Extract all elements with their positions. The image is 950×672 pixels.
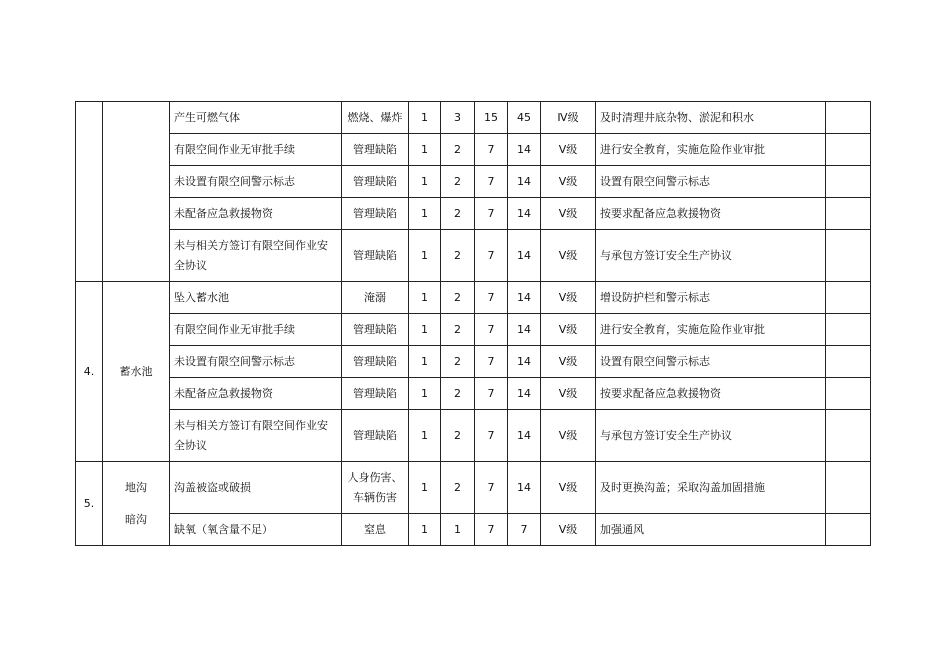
e-value: 1 [441,514,475,546]
risk-level: Ⅴ级 [541,314,596,346]
l-value: 1 [409,514,441,546]
control-measure: 增设防护栏和警示标志 [596,282,826,314]
l-value: 1 [409,102,441,134]
table-row [76,514,871,546]
d-value: 45 [508,102,541,134]
l-value: 1 [409,134,441,166]
table-row [76,314,871,346]
consequence-cell: 管理缺陷 [342,198,409,230]
section-number [76,102,103,282]
risk-assessment-table [75,101,871,546]
l-value: 1 [409,462,441,514]
section-number: 4. [76,282,103,462]
l-value: 1 [409,346,441,378]
risk-level: Ⅴ级 [541,410,596,462]
table-row [76,134,871,166]
remarks-cell [826,134,871,166]
control-measure: 按要求配备应急救援物资 [596,378,826,410]
consequence-cell: 管理缺陷 [342,134,409,166]
c-value: 7 [475,462,508,514]
c-value: 7 [475,346,508,378]
remarks-cell [826,230,871,282]
c-value: 7 [475,230,508,282]
risk-level: Ⅴ级 [541,378,596,410]
d-value: 14 [508,346,541,378]
c-value: 7 [475,514,508,546]
risk-level: Ⅳ级 [541,102,596,134]
section-number: 5. [76,462,103,546]
hazard-cell: 未配备应急救援物资 [170,198,342,230]
control-measure: 及时更换沟盖；采取沟盖加固措施 [596,462,826,514]
consequence-cell: 管理缺陷 [342,346,409,378]
risk-level: Ⅴ级 [541,346,596,378]
hazard-cell: 产生可燃气体 [170,102,342,134]
e-value: 3 [441,102,475,134]
remarks-cell [826,198,871,230]
control-measure: 设置有限空间警示标志 [596,166,826,198]
consequence-line1: 人身伤害、 [347,470,403,484]
e-value: 2 [441,314,475,346]
risk-level: Ⅴ级 [541,282,596,314]
c-value: 7 [475,134,508,166]
l-value: 1 [409,230,441,282]
e-value: 2 [441,282,475,314]
hazard-cell: 有限空间作业无审批手续 [170,314,342,346]
area-name-line1: 地沟 [125,480,147,494]
d-value: 14 [508,378,541,410]
consequence-cell: 燃烧、爆炸 [342,102,409,134]
hazard-cell: 未设置有限空间警示标志 [170,346,342,378]
l-value: 1 [409,198,441,230]
risk-level: Ⅴ级 [541,198,596,230]
consequence-cell: 管理缺陷 [342,230,409,282]
consequence-cell: 窒息 [342,514,409,546]
hazard-cell: 坠入蓄水池 [170,282,342,314]
c-value: 7 [475,378,508,410]
area-name [103,102,170,282]
control-measure: 按要求配备应急救援物资 [596,198,826,230]
remarks-cell [826,346,871,378]
table-row [76,230,871,282]
d-value: 14 [508,410,541,462]
remarks-cell [826,514,871,546]
risk-level: Ⅴ级 [541,230,596,282]
remarks-cell [826,166,871,198]
d-value: 14 [508,198,541,230]
control-measure: 与承包方签订安全生产协议 [596,410,826,462]
d-value: 14 [508,166,541,198]
d-value: 14 [508,462,541,514]
consequence-cell [342,462,409,514]
e-value: 2 [441,198,475,230]
remarks-cell [826,314,871,346]
hazard-cell: 有限空间作业无审批手续 [170,134,342,166]
control-measure: 及时清理井底杂物、淤泥和积水 [596,102,826,134]
risk-level: Ⅴ级 [541,514,596,546]
hazard-cell: 未配备应急救援物资 [170,378,342,410]
c-value: 7 [475,410,508,462]
table-row [76,102,871,134]
e-value: 2 [441,378,475,410]
table-row [76,346,871,378]
remarks-cell [826,378,871,410]
consequence-cell: 管理缺陷 [342,314,409,346]
control-measure: 设置有限空间警示标志 [596,346,826,378]
area-name [103,462,170,546]
l-value: 1 [409,378,441,410]
remarks-cell [826,102,871,134]
risk-level: Ⅴ级 [541,166,596,198]
c-value: 7 [475,314,508,346]
area-name: 蓄水池 [103,282,170,462]
remarks-cell [826,462,871,514]
hazard-cell: 未与相关方签订有限空间作业安全协议 [170,410,342,462]
e-value: 2 [441,462,475,514]
e-value: 2 [441,346,475,378]
table-row [76,198,871,230]
d-value: 7 [508,514,541,546]
c-value: 15 [475,102,508,134]
e-value: 2 [441,230,475,282]
table-row [76,462,871,514]
e-value: 2 [441,134,475,166]
c-value: 7 [475,282,508,314]
d-value: 14 [508,134,541,166]
consequence-cell: 淹溺 [342,282,409,314]
control-measure: 进行安全教育，实施危险作业审批 [596,314,826,346]
consequence-cell: 管理缺陷 [342,166,409,198]
table-row [76,410,871,462]
consequence-cell: 管理缺陷 [342,378,409,410]
remarks-cell [826,410,871,462]
control-measure: 加强通风 [596,514,826,546]
risk-level: Ⅴ级 [541,134,596,166]
risk-level: Ⅴ级 [541,462,596,514]
e-value: 2 [441,166,475,198]
control-measure: 与承包方签订安全生产协议 [596,230,826,282]
l-value: 1 [409,410,441,462]
area-name-line2: 暗沟 [125,512,147,526]
d-value: 14 [508,282,541,314]
table-row [76,166,871,198]
consequence-cell: 管理缺陷 [342,410,409,462]
hazard-cell: 未与相关方签订有限空间作业安全协议 [170,230,342,282]
control-measure: 进行安全教育，实施危险作业审批 [596,134,826,166]
table-row [76,378,871,410]
consequence-line2: 车辆伤害 [353,490,397,504]
hazard-cell: 缺氧（氧含量不足） [170,514,342,546]
c-value: 7 [475,166,508,198]
remarks-cell [826,282,871,314]
d-value: 14 [508,230,541,282]
d-value: 14 [508,314,541,346]
l-value: 1 [409,166,441,198]
hazard-cell: 沟盖被盗或破损 [170,462,342,514]
hazard-cell: 未设置有限空间警示标志 [170,166,342,198]
l-value: 1 [409,282,441,314]
e-value: 2 [441,410,475,462]
table-row [76,282,871,314]
c-value: 7 [475,198,508,230]
l-value: 1 [409,314,441,346]
